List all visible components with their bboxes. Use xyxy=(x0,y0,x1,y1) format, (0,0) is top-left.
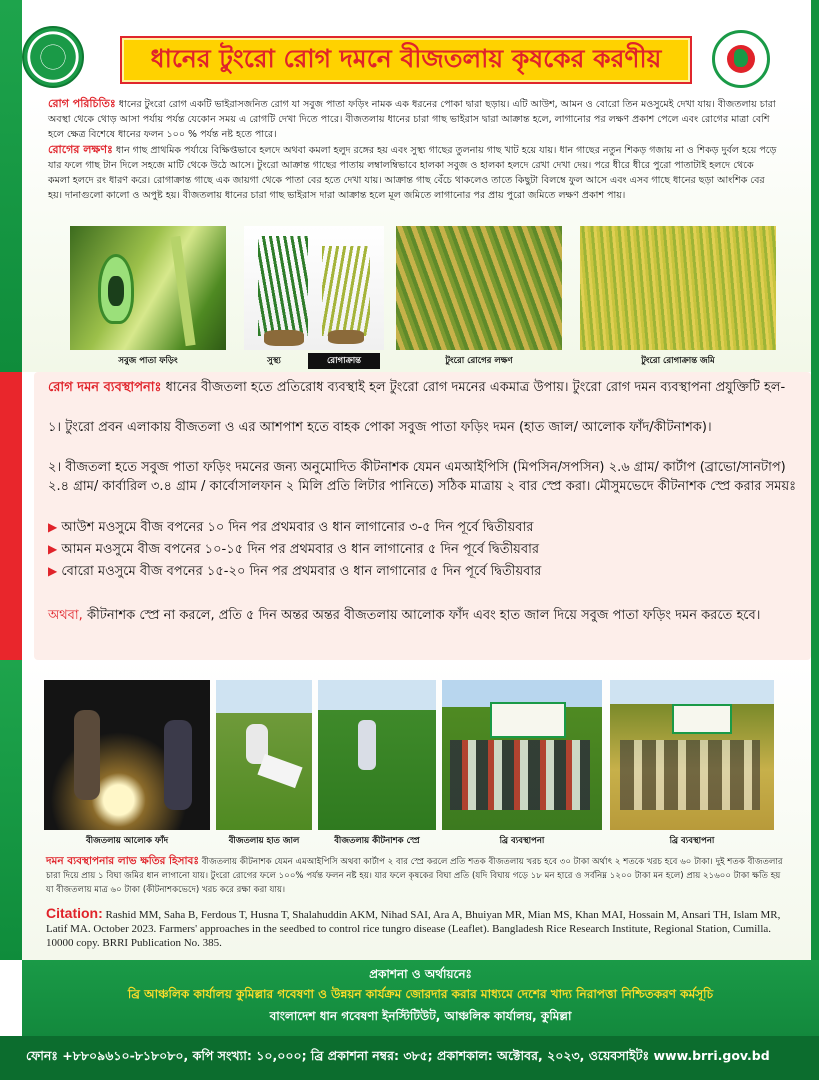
infected-field-photo xyxy=(580,226,776,350)
left-green-strip-bottom xyxy=(0,660,22,960)
footer-institute: বাংলাদেশ ধান গবেষণা ইনস্টিটিউট, আঞ্চলিক কার্যালয়, কুমিল্লা xyxy=(269,1009,572,1023)
spray-caption: বীজতলায় কীটনাশক স্প্রে xyxy=(334,836,420,846)
title-banner xyxy=(120,36,692,84)
symptoms-label: রোগের লক্ষণঃ xyxy=(48,143,113,156)
bullet-triangle-icon: ▶ xyxy=(48,564,58,578)
brri-management-photo-1 xyxy=(442,680,602,830)
footer-publisher-label: প্রকাশনা ও অর্থায়নেঃ xyxy=(369,967,472,981)
cost-benefit-paragraph xyxy=(46,854,786,897)
citation-paragraph xyxy=(46,906,786,950)
brri-management-caption-1: ব্রি ব্যবস্থাপনা xyxy=(499,836,545,846)
left-red-strip xyxy=(0,372,22,660)
symptoms-paragraph xyxy=(48,142,778,203)
intro-text: ধানের টুংরো রোগ একটি ভাইরাসজনিত রোগ যা সবুজ পাতা ফড়িং নামক এক ধরনের পোকা দ্বারা ছড়ায়। এটি আউশ, আমন ও বোরো তিন মওসুমেই দেখা যায়। বীজতলায় চারা অবস্থা থেকে থোড় আসা পর্যায় পর্যন্ত যেকোন সময় এ রোগটি দেখা দিতে পারে। বীজতলায় ধানের চারা গাছ ভাইরাস দ্বারা আক্রান্ত হলে, লাগানোর পর লক্ষণ প্রকাশ পেলে এবং রোগের মাত্রা বেশি হলে ক্ষেত্র বিশেষে ধানের ফলন ১০০ % পর্যন্ত নষ্ট হতে পারে। xyxy=(48,99,776,140)
management-section xyxy=(34,372,811,660)
brri-management-photo-2 xyxy=(610,680,774,830)
cost-benefit-text: বীজতলায় কীটনাশক যেমন এমআইপিসি অথবা কার্টাপ ২ বার স্প্রে করলে প্রতি শতক বীজতলায় খরচ হবে ৩০ টাকা অর্থাৎ ২ শতকে খরচ হবে ৬০ টাকা। দুই শতক বীজতলার চারা দিয়ে প্রায় ১ বিঘা জমির ধান লাগানো যায়। টুংরো রোগের ফলে ১০০% পর্যন্ত ফলন নষ্ট হয়। যার ফলে কৃষকের বিঘা প্রতি (যদি বিঘায় গড়ে ১৮ মন হারে ও সর্বনিম্ন ১২০০ টাকা মন হলে) প্রায় ২১৬০০ টাকা ক্ষতি হয় যা বীজতলায় মাত্র ৬০ টাকা (কীটনাশকভেদে) খরচ করে রক্ষা করা যায়। xyxy=(46,857,783,895)
infected-caption: রোগাক্রান্ত xyxy=(308,353,380,369)
citation-label: Citation: xyxy=(46,905,103,921)
hand-net-caption: বীজতলায় হাত জাল xyxy=(228,836,300,846)
brri-logo-icon xyxy=(22,26,84,88)
alternative-method xyxy=(48,606,800,625)
field-caption: টুংরো রোগাক্রান্ত জমি xyxy=(641,356,715,366)
management-point-1: ১। টুংরো প্রবন এলাকায় বীজতলা ও এর আশপাশ হতে বাহক পোকা সবুজ পাতা ফড়িং দমন (হাত জাল/ আলোক ফাঁদ/কীটনাশক)। xyxy=(48,420,712,435)
intro-paragraph xyxy=(48,96,778,142)
leafhopper-caption: সবুজ পাতা ফড়িং xyxy=(118,356,178,366)
symptoms-text: ধান গাছ প্রাথমিক পর্যায়ে বিক্ষিপ্তভাবে হলদে অথবা কমলা হলুদ রঙ্গের হয় এবং সুস্থ্য গাছের তুলনায় গাছ খাট হয়ে যায়। ধান গাছের নতুন শিকড় গজায় না ও শিকড় দুর্বল হয়ে পড়ে যার ফলে গাছ টান দিলে সহজে মাটি থেকে উঠে আসে। টুংরো আক্রান্ত গাছের পাতায় লম্বালম্বিভাবে হালকা সবুজ ও হালকা হলদে রেখা দেখা দেয়। পরে ধীরে ধীরে পুরো পাতাটাই হলদে থেকে কমলা হলদে রং ধারণ করে। রোগাক্রান্ত গাছে এক জায়গা থেকে পাতা বের হতে দেখা যায়। আক্রান্ত গাছ বেঁচে থাকলেও তাতে কিছুটা বিলম্বে ফুল আসে এবং এসব গাছে ধানের ছড়া আংশিক বের হয়। দানাগুলো কালো ও অপুষ্ট হয়। বীজতলায় ধানের চারা গাছ ভাইরাস দারা আক্রান্ত হলে মূল জমিতে লাগানোর পর প্রায় পুরো জমিতে লক্ষণ প্রকাশ পায়। xyxy=(48,145,777,201)
spray-timing-boro: ▶ বোরো মওসুমে বীজ বপনের ১৫-২০ দিন পর প্রথমবার ও ধান লাগানোর ৫ দিন পূর্বে দ্বিতীয়বার xyxy=(48,564,542,579)
healthy-vs-infected-photo xyxy=(244,226,384,350)
government-seal-icon xyxy=(712,30,770,88)
bullet-triangle-icon: ▶ xyxy=(48,542,58,556)
brri-management-caption-2: ব্রি ব্যবস্থাপনা xyxy=(669,836,715,846)
contact-bar xyxy=(0,1036,819,1080)
spray-timing-aus: ▶ আউশ মওসুমে বীজ বপনের ১০ দিন পর প্রথমবার ও ধান লাগানোর ৩-৫ দিন পূর্বে দ্বিতীয়বার xyxy=(48,520,534,535)
citation-text: Rashid MM, Saha B, Ferdous T, Husna T, Shalahuddin AKM, Nihad SAI, Ara A, Bhuiyan MR, Mian MS, Khan MAI, Hossain M, Ansari TH, Islam MR, Latif MA. October 2023. Farmers' approaches in the seedbed to control rice tungro disease (Leaflet). Bangladesh Rice Research Institute, Regional Station, Cumilla. 10000 copy. BRRI Publication No. 385. xyxy=(46,909,781,949)
page-title: ধানের টুংরো রোগ দমনে বীজতলায় কৃষকের করণীয় xyxy=(150,43,662,73)
light-trap-caption: বীজতলায় আলোক ফাঁদ xyxy=(85,836,169,846)
right-green-strip xyxy=(811,0,819,960)
or-label: অথবা, xyxy=(48,608,83,623)
symptom-caption: টুংরো রোগের লক্ষণ xyxy=(445,356,513,366)
management-intro xyxy=(48,378,800,397)
healthy-caption: সুস্থ্য xyxy=(267,356,281,366)
management-point-2: ২। বীজতলা হতে সবুজ পাতা ফড়িং দমনের জন্য অনুমোদিত কীটনাশক যেমন এমআইপিসি (মিপসিন/সপসিন) ২.৬ গ্রাম/ কার্টাপ (ব্রাভো/সানটাপ) ২.৪ গ্রাম/ কার্বারিল ৩.৪ গ্রাম / কার্বোসালফান ২ মিলি প্রতি লিটার পানিতে) সঠিক মাত্রায় ২ বার স্প্রে করা। মৌসুমভেদে কীটনাশক স্প্রে করার সময়ঃ xyxy=(48,460,797,494)
management-intro-text: ধানের বীজতলা হতে প্রতিরোধ ব্যবস্থাই হল টুংরো রোগ দমনের একমাত্র উপায়। টুংরো রোগ দমন ব্যবস্থাপনা প্রযুক্তিটি হল- xyxy=(165,380,786,395)
tungro-symptom-photo xyxy=(396,226,562,350)
or-text: কীটনাশক স্প্রে না করলে, প্রতি ৫ দিন অন্তর অন্তর বীজতলায় আলোক ফাঁদ এবং হাত জাল দিয়ে সবুজ পাতা ফড়িং দমন করতে হবে। xyxy=(86,608,761,623)
footer-program: ব্রি আঞ্চলিক কার্যালয় কুমিল্লার গবেষণা ও উন্নয়ন কার্যক্রম জোরদার করার মাধ্যমে দেশের খাদ্য নিরাপত্তা নিশ্চিতকরণ কর্মসূচি xyxy=(127,987,714,1001)
light-trap-photo xyxy=(44,680,210,830)
green-leafhopper-photo xyxy=(70,226,226,350)
hand-net-photo xyxy=(216,680,312,830)
contact-info: ফোনঃ +৮৮০৯৬১০-৮১৮০৮০, কপি সংখ্যা: ১০,০০০; ব্রি প্রকাশনা নম্বর: ৩৮৫; প্রকাশকাল: অক্টোবর, ২০২৩, ওয়েবসাইটঃ www.brri.gov.bd xyxy=(26,1048,770,1063)
left-green-strip-top xyxy=(0,0,22,372)
management-label: রোগ দমন ব্যবস্থাপনাঃ xyxy=(48,380,162,395)
cost-benefit-label: দমন ব্যবস্থাপনার লাভ ক্ষতির হিসাবঃ xyxy=(46,855,199,867)
bullet-triangle-icon: ▶ xyxy=(48,520,58,534)
intro-label: রোগ পরিচিতিঃ xyxy=(48,97,116,110)
spray-timing-aman: ▶ আমন মওসুমে বীজ বপনের ১০-১৫ দিন পর প্রথমবার ও ধান লাগানোর ৫ দিন পূর্বে দ্বিতীয়বার xyxy=(48,542,539,557)
spray-photo xyxy=(318,680,436,830)
